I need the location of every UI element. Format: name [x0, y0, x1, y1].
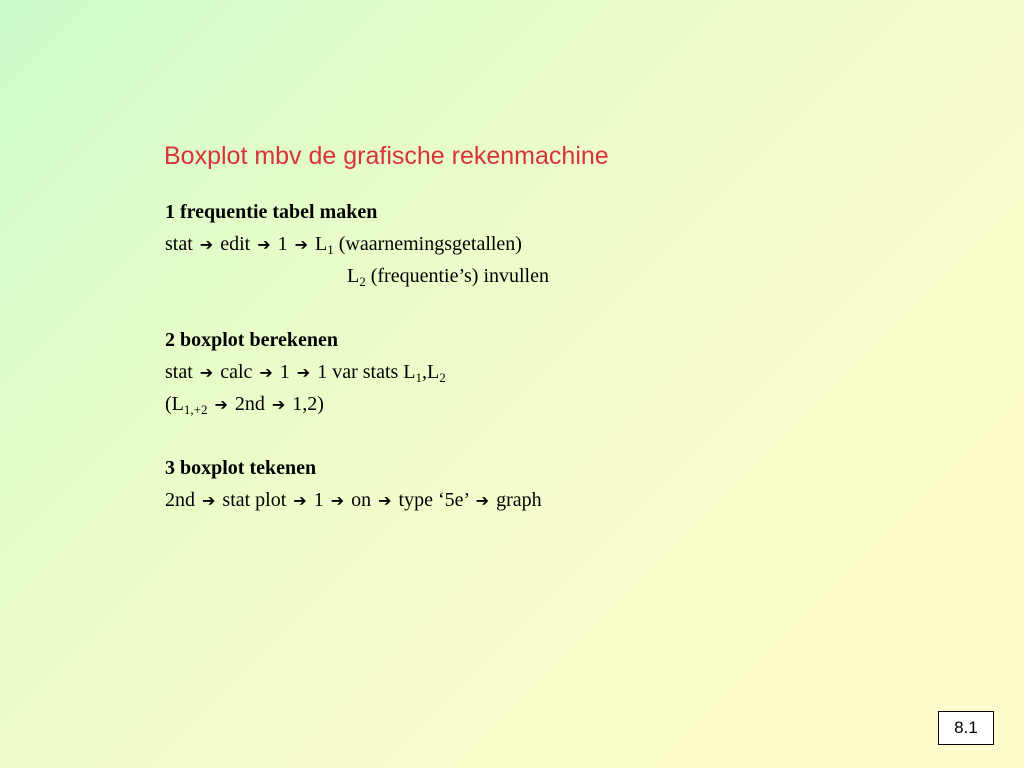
spacer — [165, 292, 549, 324]
spacer — [165, 420, 549, 452]
step2-line2-lead: (L — [165, 393, 184, 415]
step2-sub-2: 2 — [439, 370, 446, 385]
step3-part-on: on — [351, 489, 372, 511]
step1-part-l: L — [315, 233, 328, 255]
step2-part-2nd: 2nd — [234, 393, 265, 415]
step2-part-12: 1,2) — [292, 393, 324, 415]
step2-sub-1: 1 — [415, 370, 422, 385]
step2-line1 — [165, 356, 549, 388]
right-arrow-icon: ➔ — [296, 363, 311, 382]
step1-part-edit: edit — [220, 233, 251, 255]
step1-line2-tail: (frequentie’s) invullen — [365, 265, 549, 287]
right-arrow-icon: ➔ — [202, 491, 216, 510]
slide-body — [165, 196, 549, 516]
right-arrow-icon: ➔ — [257, 235, 271, 254]
right-arrow-icon: ➔ — [199, 363, 214, 382]
right-arrow-icon: ➔ — [271, 395, 286, 414]
step3-part-stat-plot: stat plot — [222, 489, 287, 511]
step2-mid: ,L — [422, 361, 440, 383]
step1-line2 — [165, 260, 549, 292]
slide-title: Boxplot mbv de grafische rekenmachine — [164, 142, 609, 170]
page-number: 8.1 — [938, 711, 994, 745]
right-arrow-icon: ➔ — [259, 363, 273, 382]
step1-line2-sub: 2 — [359, 274, 366, 289]
step2-part-var-stats: 1 var stats L — [317, 361, 416, 383]
right-arrow-icon: ➔ — [475, 491, 490, 510]
step2-line2-sub: 1,+2 — [183, 402, 208, 417]
step1-tail: (waarnemingsgetallen) — [333, 233, 522, 255]
step1-line2-lead: L — [347, 265, 360, 287]
step1-part-stat: stat — [165, 233, 193, 255]
right-arrow-icon: ➔ — [214, 395, 228, 414]
step1-part-1: 1 — [277, 233, 288, 255]
step2-part-calc: calc — [220, 361, 253, 383]
right-arrow-icon: ➔ — [199, 235, 214, 254]
step1-line1 — [165, 228, 549, 260]
step3-part-graph: graph — [496, 489, 542, 511]
right-arrow-icon: ➔ — [330, 491, 345, 510]
step3-part-1: 1 — [313, 489, 324, 511]
step3-part-type: type ‘5e’ — [398, 489, 469, 511]
step2-part-1: 1 — [279, 361, 290, 383]
step3-line1 — [165, 484, 549, 516]
step2-line2 — [165, 388, 549, 420]
step3-heading: 3 boxplot tekenen — [165, 457, 317, 479]
step1-heading: 1 frequentie tabel maken — [165, 201, 378, 223]
right-arrow-icon: ➔ — [294, 235, 308, 254]
step3-part-2nd: 2nd — [165, 489, 195, 511]
step2-part-stat: stat — [165, 361, 193, 383]
right-arrow-icon: ➔ — [378, 491, 392, 510]
right-arrow-icon: ➔ — [293, 491, 307, 510]
step1-sub-1: 1 — [327, 242, 334, 257]
step2-heading: 2 boxplot berekenen — [165, 329, 338, 351]
